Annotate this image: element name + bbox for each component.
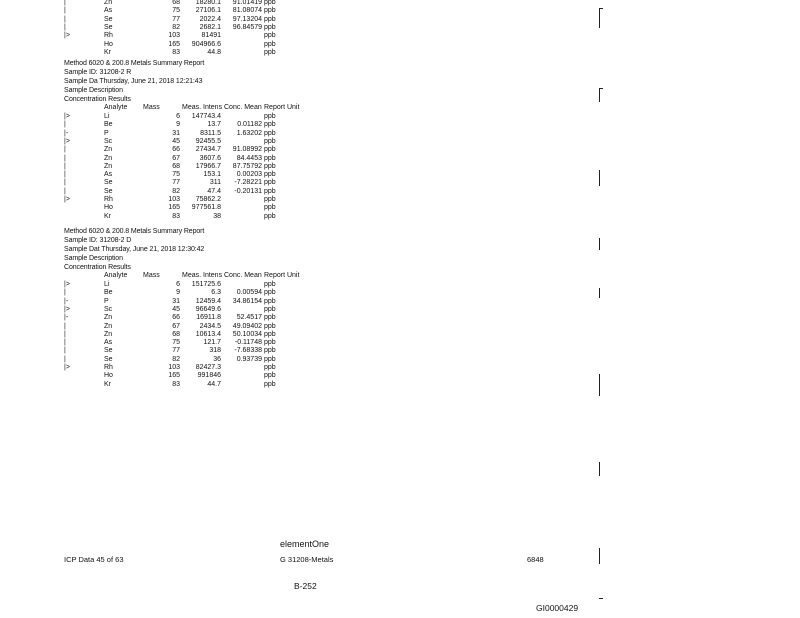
col-mass: Mass (143, 272, 160, 279)
row-flag: |> (64, 32, 70, 40)
conc-cell: 49.09402 (232, 322, 262, 330)
intensity-cell: 36 (213, 355, 221, 363)
page-number: B-252 (294, 581, 317, 591)
analyte-cell: Se (104, 23, 113, 31)
table-row (0, 281, 320, 289)
unit-cell: ppb (264, 137, 276, 145)
intensity-cell: 47.4 (207, 187, 221, 195)
conc-cell: 87.75792 (232, 162, 262, 170)
unit-cell: ppb (264, 7, 276, 15)
conc-cell: 81.08074 (232, 7, 262, 15)
intensity-cell: 2682.1 (199, 23, 221, 31)
table-row (0, 7, 320, 15)
row-flag: |- (64, 297, 69, 305)
footer-title: elementOne (280, 539, 330, 549)
conc-cell: 0.01182 (237, 121, 262, 129)
sample-id-2: Sample ID: 31208-2 D (64, 237, 132, 244)
analyte-cell: Kr (104, 48, 111, 56)
method-title-2: Method 6020 & 200.8 Metals Summary Report (64, 228, 205, 235)
analyte-cell: P (104, 129, 109, 137)
analyte-cell: As (104, 7, 113, 15)
mass-cell: 82 (172, 355, 180, 363)
col-analyte: Analyte (104, 104, 128, 111)
mass-cell: 77 (172, 347, 180, 355)
intensity-cell: 977561.8 (191, 204, 221, 212)
row-flag: | (64, 330, 66, 338)
row-flag: | (64, 146, 66, 154)
footer-sub: G 31208-Metals (280, 555, 334, 564)
intensity-cell: 27106.1 (195, 7, 221, 15)
intensity-cell: 82427.3 (195, 364, 221, 371)
conc-cell: 96.84579 (232, 23, 262, 31)
analyte-cell: Kr (104, 212, 111, 220)
conc-cell: 1.63202 (236, 129, 262, 137)
conc-cell: 91.08992 (232, 146, 262, 154)
row-flag: | (64, 171, 66, 179)
intensity-cell: 92455.5 (195, 137, 221, 145)
analyte-cell: Se (104, 187, 113, 195)
mass-cell: 45 (172, 305, 180, 313)
table-row (0, 314, 320, 322)
table-row (0, 41, 320, 49)
unit-cell: ppb (264, 380, 276, 388)
unit-cell: ppb (264, 305, 276, 313)
row-flag: | (64, 7, 66, 15)
conc-results-1: Concentration Results (64, 96, 131, 103)
mass-cell: 31 (172, 297, 180, 305)
table-row (0, 0, 320, 7)
mass-cell: 165 (168, 40, 180, 48)
row-flag: |> (64, 196, 70, 203)
row-flag: |> (64, 281, 70, 288)
unit-cell: ppb (264, 129, 276, 137)
mass-cell: 66 (172, 146, 180, 154)
intensity-cell: 13.7 (207, 121, 221, 129)
col-intensity: Meas. Intens (182, 272, 223, 279)
unit-cell: ppb (264, 196, 276, 203)
analyte-cell: Se (104, 179, 113, 187)
analyte-cell: Ho (104, 40, 113, 48)
mass-cell: 68 (172, 0, 180, 6)
analyte-cell: Sc (104, 305, 113, 313)
unit-cell: ppb (264, 146, 276, 154)
mass-cell: 68 (172, 330, 180, 338)
analyte-cell: Zn (104, 322, 113, 330)
unit-cell: ppb (264, 330, 276, 338)
conc-cell: 34.86154 (232, 297, 262, 305)
intensity-cell: 147743.4 (191, 113, 221, 120)
row-flag: | (64, 179, 66, 187)
intensity-cell: 8311.5 (200, 129, 221, 137)
unit-cell: ppb (264, 0, 276, 6)
analyte-cell: Ho (104, 204, 113, 212)
conc-results-2: Concentration Results (64, 264, 131, 271)
sample-id-1: Sample ID: 31208-2 R (64, 69, 132, 76)
conc-cell: 0.00203 (236, 171, 262, 179)
table-row (0, 163, 320, 171)
analyte-cell: As (104, 339, 113, 347)
col-analyte: Analyte (104, 272, 128, 279)
unit-cell: ppb (264, 162, 276, 170)
row-flag: |- (64, 129, 69, 137)
intensity-cell: 27434.7 (195, 146, 221, 154)
mass-cell: 75 (172, 7, 180, 15)
col-unit: Report Unit (264, 104, 300, 111)
unit-cell: ppb (264, 15, 276, 23)
table-row (0, 331, 320, 339)
conc-cell: 0.93739 (236, 355, 262, 363)
mass-cell: 9 (176, 121, 180, 129)
intensity-cell: 3607.6 (199, 154, 221, 162)
row-flag: | (64, 347, 66, 355)
analyte-cell: Rh (104, 196, 113, 203)
unit-cell: ppb (264, 314, 276, 322)
row-flag: | (64, 339, 66, 347)
intensity-cell: 153.1 (203, 171, 221, 179)
analyte-cell: Zn (104, 314, 113, 322)
table-row (0, 171, 320, 179)
footer-right: 6848 (527, 555, 544, 564)
row-flag: | (64, 121, 66, 129)
analyte-cell: Zn (104, 154, 113, 162)
footer-left: ICP Data 45 of 63 (64, 555, 124, 564)
row-flag: | (64, 0, 66, 6)
unit-cell: ppb (264, 355, 276, 363)
sample-desc-1: Sample Description (64, 87, 123, 94)
intensity-cell: 12459.4 (195, 297, 221, 305)
intensity-cell: 38 (213, 212, 221, 220)
conc-cell: 97.13204 (232, 15, 262, 23)
unit-cell: ppb (264, 204, 276, 212)
table-row (0, 130, 320, 138)
conc-cell: 91.01419 (232, 0, 262, 6)
row-flag: |> (64, 113, 70, 120)
conc-cell: 50.10034 (232, 330, 262, 338)
analyte-cell: Se (104, 15, 113, 23)
analyte-cell: Zn (104, 330, 113, 338)
mass-cell: 67 (172, 322, 180, 330)
mass-cell: 103 (168, 196, 180, 203)
method-title-1: Method 6020 & 200.8 Metals Summary Report (64, 60, 205, 67)
table-row (0, 347, 320, 355)
mass-cell: 75 (172, 339, 180, 347)
table-row (0, 204, 320, 212)
analyte-cell: Kr (104, 380, 111, 388)
mass-cell: 165 (168, 372, 180, 380)
intensity-cell: 44.7 (207, 380, 221, 388)
table-row (0, 364, 320, 372)
table-row (0, 146, 320, 154)
analyte-cell: Be (104, 289, 113, 297)
mass-cell: 67 (172, 154, 180, 162)
table-row (0, 339, 320, 347)
intensity-cell: 311 (209, 179, 221, 187)
row-flag: |- (64, 314, 69, 322)
intensity-cell: 151725.6 (191, 281, 221, 288)
mass-cell: 83 (172, 380, 180, 388)
table-row (0, 121, 320, 129)
intensity-cell: 96649.6 (195, 305, 221, 313)
analyte-cell: Li (104, 281, 110, 288)
table-row (0, 356, 320, 364)
analyte-cell: Sc (104, 137, 113, 145)
row-flag: | (64, 289, 66, 297)
intensity-cell: 75862.2 (195, 196, 221, 203)
conc-cell: 52.4517 (236, 314, 262, 322)
intensity-cell: 991846 (197, 372, 221, 380)
mass-cell: 103 (168, 364, 180, 371)
analyte-cell: Li (104, 113, 110, 120)
row-flag: | (64, 187, 66, 195)
table-row (0, 188, 320, 196)
unit-cell: ppb (264, 32, 276, 40)
unit-cell: ppb (264, 171, 276, 179)
row-flag: | (64, 355, 66, 363)
mass-cell: 75 (172, 171, 180, 179)
row-flag: | (64, 23, 66, 31)
table-row (0, 289, 320, 297)
mass-cell: 103 (168, 32, 180, 40)
table-row (0, 49, 320, 57)
table-row (0, 213, 320, 221)
table-row (0, 32, 320, 40)
mass-cell: 68 (172, 162, 180, 170)
analyte-cell: Zn (104, 162, 113, 170)
analyte-cell: Se (104, 347, 113, 355)
row-flag: | (64, 162, 66, 170)
conc-cell: -7.68338 (234, 347, 262, 355)
unit-cell: ppb (264, 154, 276, 162)
analyte-cell: As (104, 171, 113, 179)
mass-cell: 31 (172, 129, 180, 137)
table-row (0, 306, 320, 314)
col-mass: Mass (143, 104, 160, 111)
unit-cell: ppb (264, 372, 276, 380)
mass-cell: 6 (176, 113, 180, 120)
sample-desc-2: Sample Description (64, 255, 123, 262)
conc-cell: 84.4453 (236, 154, 262, 162)
col-intensity: Meas. Intens (182, 104, 223, 111)
analyte-cell: Zn (104, 0, 113, 6)
table-row (0, 155, 320, 163)
row-flag: |> (64, 364, 70, 371)
unit-cell: ppb (264, 23, 276, 31)
analyte-cell: Zn (104, 146, 113, 154)
mass-cell: 165 (168, 204, 180, 212)
row-flag: |> (64, 137, 70, 145)
sample-date-2: Sample Dat Thursday, June 21, 2018 12:30:42 (64, 246, 205, 253)
unit-cell: ppb (264, 339, 276, 347)
doc-id: GI0000429 (536, 603, 579, 613)
table-row (0, 372, 320, 380)
table-row (0, 298, 320, 306)
intensity-cell: 318 (209, 347, 221, 355)
analyte-cell: Rh (104, 364, 113, 371)
unit-cell: ppb (264, 179, 276, 187)
table-row (0, 16, 320, 24)
intensity-cell: 2434.5 (199, 322, 221, 330)
intensity-cell: 6.3 (211, 289, 221, 297)
table-row (0, 113, 320, 121)
conc-cell: 0.00594 (236, 289, 262, 297)
mass-cell: 6 (176, 281, 180, 288)
unit-cell: ppb (264, 40, 276, 48)
intensity-cell: 16911.8 (196, 314, 221, 322)
table-row (0, 179, 320, 187)
unit-cell: ppb (264, 187, 276, 195)
conc-cell: -0.20131 (234, 187, 262, 195)
intensity-cell: 44.8 (207, 48, 221, 56)
intensity-cell: 904966.6 (191, 40, 221, 48)
col-conc: Conc. Mean (224, 272, 262, 279)
analyte-cell: Be (104, 121, 113, 129)
table-row (0, 323, 320, 331)
analyte-cell: Ho (104, 372, 113, 380)
mass-cell: 77 (172, 179, 180, 187)
table-row (0, 24, 320, 32)
row-flag: | (64, 15, 66, 23)
unit-cell: ppb (264, 364, 276, 371)
row-flag: |> (64, 305, 70, 313)
mass-cell: 83 (172, 48, 180, 56)
intensity-cell: 10613.4 (195, 330, 221, 338)
analyte-cell: Rh (104, 32, 113, 40)
mass-cell: 45 (172, 137, 180, 145)
unit-cell: ppb (264, 322, 276, 330)
mass-cell: 83 (172, 212, 180, 220)
col-conc: Conc. Mean (224, 104, 262, 111)
row-flag: | (64, 154, 66, 162)
row-flag: | (64, 322, 66, 330)
analyte-cell: P (104, 297, 109, 305)
unit-cell: ppb (264, 289, 276, 297)
sample-date-1: Sample Da Thursday, June 21, 2018 12:21:43 (64, 78, 203, 85)
unit-cell: ppb (264, 113, 276, 120)
analyte-cell: Se (104, 355, 113, 363)
table-row (0, 138, 320, 146)
col-unit: Report Unit (264, 272, 300, 279)
conc-cell: -7.28221 (234, 179, 262, 187)
unit-cell: ppb (264, 347, 276, 355)
intensity-cell: 121.7 (203, 339, 221, 347)
intensity-cell: 2022.4 (199, 15, 221, 23)
intensity-cell: 17966.7 (195, 162, 221, 170)
unit-cell: ppb (264, 281, 276, 288)
mass-cell: 66 (172, 314, 180, 322)
intensity-cell: 81491 (201, 32, 221, 40)
table-row (0, 381, 320, 389)
unit-cell: ppb (264, 48, 276, 56)
table-row (0, 196, 320, 204)
mass-cell: 77 (172, 15, 180, 23)
unit-cell: ppb (264, 212, 276, 220)
mass-cell: 82 (172, 187, 180, 195)
mass-cell: 82 (172, 23, 180, 31)
unit-cell: ppb (264, 121, 276, 129)
conc-cell: -0.11748 (234, 339, 262, 347)
intensity-cell: 18280.1 (195, 0, 221, 6)
mass-cell: 9 (176, 289, 180, 297)
unit-cell: ppb (264, 297, 276, 305)
